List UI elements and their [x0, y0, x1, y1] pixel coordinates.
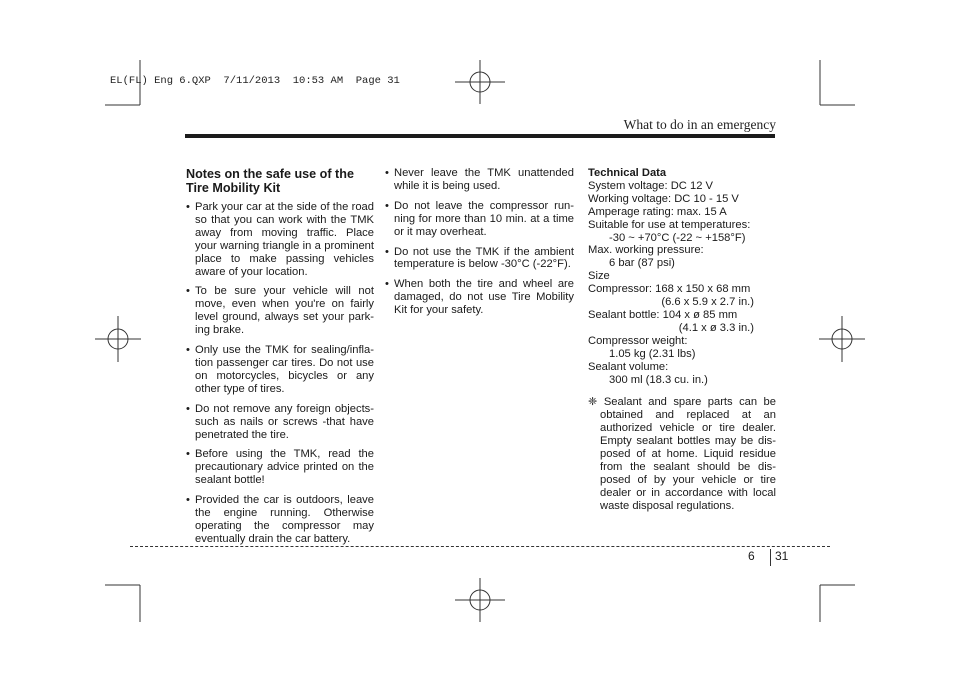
list-item: • Do not leave the compressor run-ning for more than 10 min. at a time or it may overheat. — [385, 200, 574, 239]
working-voltage: Working voltage: DC 10 - 15 V — [588, 192, 739, 205]
note-symbol-icon: ❈ — [588, 396, 598, 409]
system-voltage: System voltage: DC 12 V — [588, 179, 713, 192]
notes-list — [186, 201, 374, 546]
header-rule — [185, 134, 775, 138]
weight-value: 1.05 kg (2.31 lbs) — [609, 347, 696, 360]
list-item: • Do not use the TMK if the ambient temperature is below -30°C (-22°F). — [385, 246, 574, 272]
compressor-size: Compressor: 168 x 150 x 68 mm — [588, 283, 751, 296]
sealant-note — [588, 396, 776, 512]
registration-target-right — [819, 316, 865, 362]
amperage-rating: Amperage rating: max. 15 A — [588, 205, 727, 218]
size-label: Size — [588, 270, 610, 283]
list-item: • Park your car at the side of the road so that you can work with the TMK away from moving traffic. Place your warning triangle in a prominent place to make passing vehicles aware of your location. — [186, 201, 374, 278]
registration-target-bottom — [455, 578, 505, 622]
column-1 — [186, 167, 374, 553]
list-item: • Do not remove any foreign objects-such as nails or screws -that have penetrated the tire. — [186, 403, 374, 442]
section-title: What to do in an emergency — [623, 117, 776, 132]
weight-label: Compressor weight: — [588, 334, 688, 347]
technical-data-title: Technical Data — [588, 167, 667, 179]
note-text: Sealant and spare parts can be obtained and replaced at an authorized vehicle or tire dealer. Empty sealant bottles may be dis-posed of at home. Liquid residue from the sealant should be dis-posed of by your vehicle or tire dealer or in accordance with local waste disposal regulations. — [600, 396, 776, 512]
footer-dashed-rule — [130, 546, 830, 547]
print-slug: EL(FL) Eng 6.QXP 7/11/2013 10:53 AM Page 31 — [110, 75, 400, 87]
registration-target-left — [95, 316, 141, 362]
list-item: • Only use the TMK for sealing/infla-tion passenger car tires. Do not use on motorcycles, bicycles or any other type of tires. — [186, 344, 374, 396]
list-item: • Never leave the TMK unattended while it is being used. — [385, 167, 574, 193]
pressure-label: Max. working pressure: — [588, 244, 704, 257]
bottle-size-inches: (4.1 x ø 3.3 in.) — [678, 321, 754, 334]
temperature-label: Suitable for use at temperatures: — [588, 218, 751, 231]
chapter-number: 6 — [748, 549, 755, 563]
notes-heading: Notes on the safe use of the Tire Mobility Kit — [186, 167, 354, 195]
technical-data — [588, 167, 776, 513]
volume-value: 300 ml (18.3 cu. in.) — [609, 373, 708, 386]
column-2 — [385, 167, 574, 324]
page-number: 31 — [775, 549, 789, 563]
list-item: • To be sure your vehicle will not move, even when you're on fairly level ground, always set your park-ing brake. — [186, 285, 374, 337]
compressor-size-inches: (6.6 x 5.9 x 2.7 in.) — [661, 296, 754, 309]
list-item: • Before using the TMK, read the precautionary advice printed on the sealant bottle! — [186, 448, 374, 487]
notes-list-continued — [385, 167, 574, 317]
registration-target-top — [455, 60, 505, 104]
page-number-divider — [770, 549, 771, 566]
volume-label: Sealant volume: — [588, 360, 669, 373]
pressure-value: 6 bar (87 psi) — [609, 257, 675, 270]
temperature-value: -30 ~ +70°C (-22 ~ +158°F) — [609, 231, 746, 244]
list-item: • When both the tire and wheel are damaged, do not use Tire Mobility Kit for your safety. — [385, 278, 574, 317]
bottle-size: Sealant bottle: 104 x ø 85 mm — [588, 308, 738, 321]
list-item: • Provided the car is outdoors, leave the engine running. Otherwise operating the compressor may eventually drain the car battery. — [186, 494, 374, 546]
